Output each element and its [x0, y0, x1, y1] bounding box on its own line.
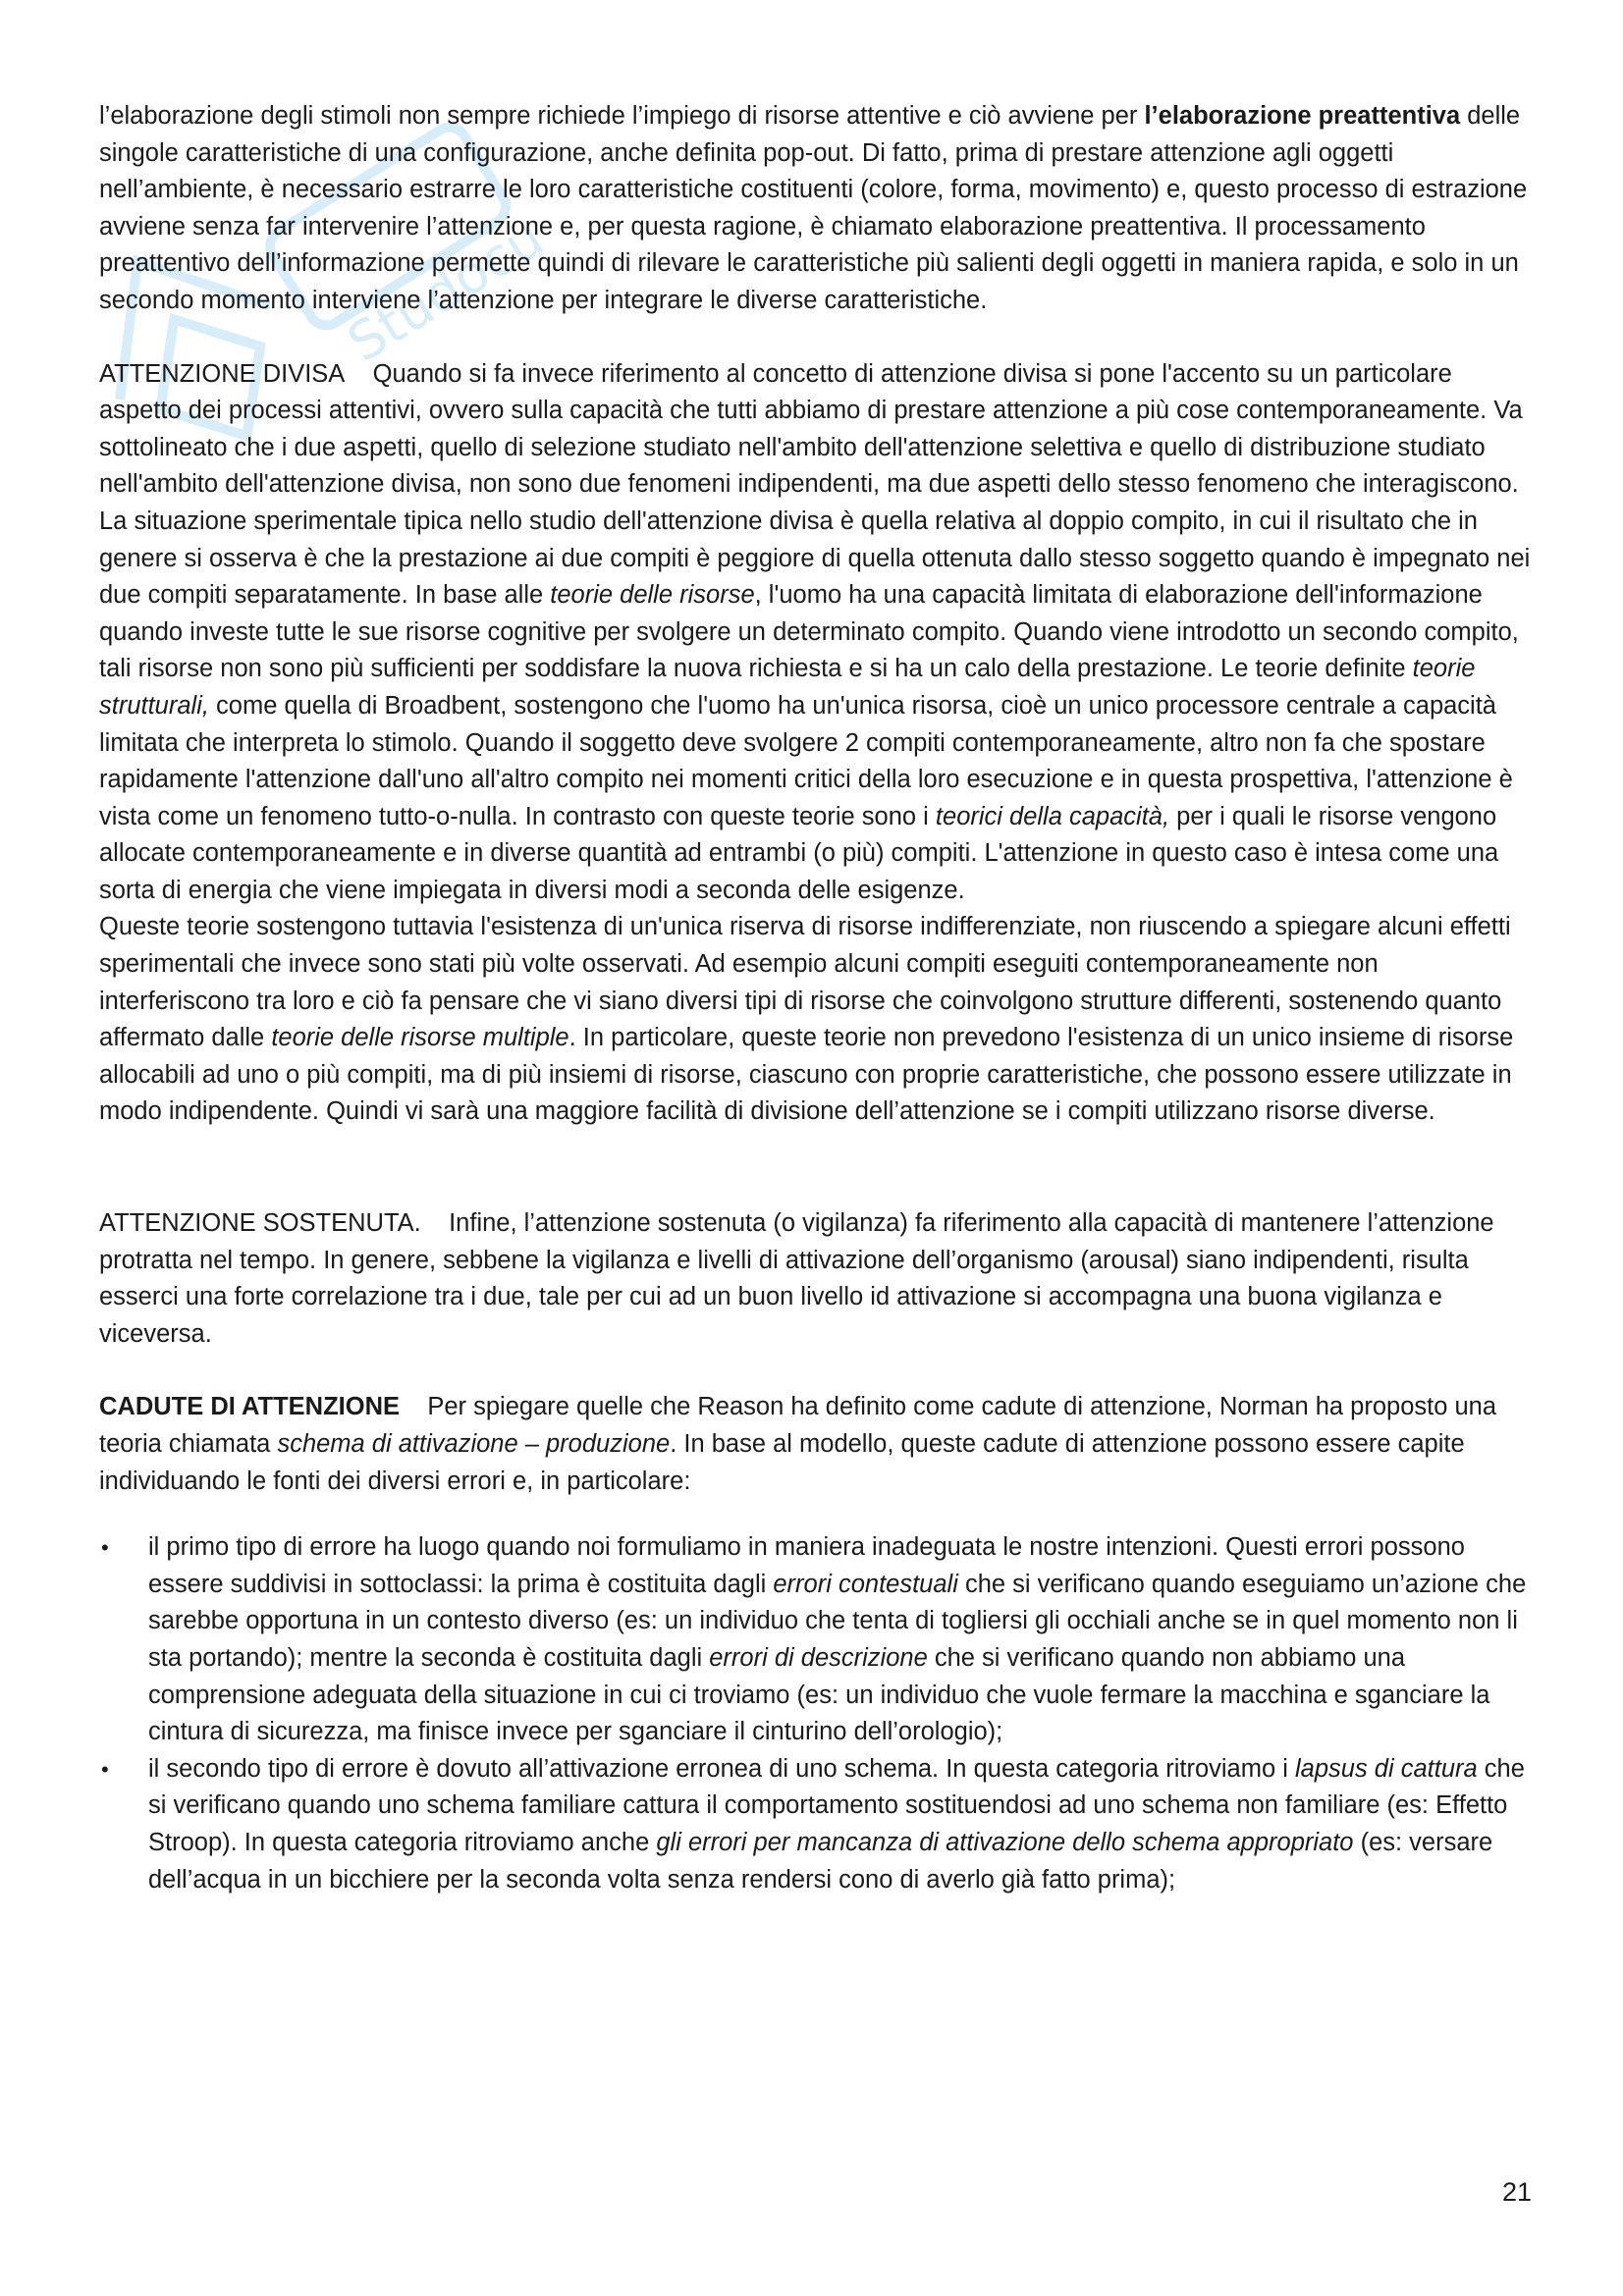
bold-term: l’elaborazione preattentiva	[1144, 102, 1461, 130]
italic-term: schema di attivazione – produzione	[277, 1430, 671, 1458]
italic-term: teorici della capacità,	[935, 802, 1170, 830]
paragraph-divided-attention: ATTENZIONE DIVISA Quando si fa invece riferimento al concetto di attenzione divisa si pone l'accento su un particolare aspetto dei processi attentivi, ovvero sulla capacità che tutti abbiamo di prestare attenzione a più cose contemporaneamente. Va sottolineato che i due aspetti, quello di selezione studiato nell'ambito dell'attenzione selettiva e quello di distribuzione studiato nell'ambito dell'attenzione divisa, non sono due fenomeni indipendenti, ma due aspetti dello stesso fenomeno che interagiscono. La situazione sperimentale tipica nello studio dell'attenzione divisa è quella relativa al doppio compito, in cui il risultato che in genere si osserva è che la prestazione ai due compiti è peggiore di quella ottenuta dallo stesso soggetto quando è impegnato nei due compiti separatamente. In base alle teorie delle risorse, l'uomo ha una capacità limitata di elaborazione dell'informazione quando investe tutte le sue risorse cognitive per svolgere un determinato compito. Quando viene introdotto un secondo compito, tali risorse non sono più sufficienti per soddisfare la nuova richiesta e si ha un calo della prestazione. Le teorie definite teorie strutturali, come quella di Broadbent, sostengono che l'uomo ha un'unica risorsa, cioè un unico processore centrale a capacità limitata che interpreta lo stimolo. Quando il soggetto deve svolgere 2 compiti contemporaneamente, altro non fa che spostare rapidamente l'attenzione dall'uno all'altro compito nei momenti critici della loro esecuzione e in questa prospettiva, l'attenzione è vista come un fenomeno tutto-o-nulla. In contrasto con queste teorie sono i teorici della capacità, per i quali le risorse vengono allocate contemporaneamente e in diverse quantità ad entrambi (o più) compiti. L'attenzione in questo caso è intesa come una sorta di energia che viene impiegata in diversi modi a seconda delle esigenze.	[99, 359, 1531, 904]
italic-term: lapsus di cattura	[1294, 1754, 1478, 1783]
list-item: • il primo tipo di errore ha luogo quando noi formuliamo in maniera inadeguata le nostre intenzioni. Questi errori possono essere suddivisi in sottoclassi: la prima è costituita dagli errori contestuali che si verificano quando eseguiamo un’azione che sarebbe opportuna in un contesto diverso (es: un individuo che tenta di togliersi gli occhiali anche se in quel momento non li sta portando); mentre la seconda è costituita dagli errori di descrizione che si verificano quando non abbiamo una comprensione adeguata della situazione in cui ci troviamo (es: un individuo che vuole fermare la macchina e sganciare la cintura di sicurezza, ma finisce invece per sganciare il cinturino dell’orologio);	[99, 1529, 1533, 1751]
section-heading: ATTENZIONE DIVISA	[99, 359, 346, 388]
watermark-text: Studocu	[337, 206, 555, 375]
paragraph-attention-lapses: CADUTE DI ATTENZIONE Per spiegare quelle che Reason ha definito come cadute di attenzione, Norman ha proposto una teoria chiamata schema di attivazione – produzione. In base al modello, queste cadute di attenzione possono essere capite individuando le fonti dei diversi errori e, in particolare:	[99, 1393, 1497, 1495]
italic-term: teorie delle risorse	[550, 581, 755, 610]
italic-term: teorie delle risorse multiple	[271, 1024, 569, 1052]
italic-term: errori di descrizione	[709, 1643, 928, 1672]
document-page	[99, 98, 1533, 1898]
section-heading: ATTENZIONE SOSTENUTA.	[99, 1209, 421, 1238]
bullet-icon: •	[101, 1756, 109, 1782]
section-heading: CADUTE DI ATTENZIONE	[99, 1393, 400, 1421]
italic-term: errori contestuali	[773, 1570, 958, 1598]
paragraph-preattentive: l’elaborazione degli stimoli non sempre richiede l’impiego di risorse attentive e ciò avviene per l’elaborazione preattentiva delle singole caratteristiche di una configurazione, anche definita pop-out. Di fatto, prima di prestare attenzione agli oggetti nell’ambiente, è necessario estrarre le loro caratteristiche costituenti (colore, forma, movimento) e, questo processo di estrazione avviene senza far intervenire l’attenzione e, per questa ragione, è chiamato elaborazione preattentiva. Il processamento preattentivo dell’informazione permette quindi di rilevare le caratteristiche più salienti degli oggetti in maniera rapida, e solo in un secondo momento interviene l’attenzione per integrare le diverse caratteristiche.	[99, 102, 1528, 314]
bullet-icon: •	[101, 1535, 109, 1561]
list-item: • il secondo tipo di errore è dovuto all’attivazione erronea di uno schema. In questa categoria ritroviamo i lapsus di cattura che si verificano quando uno schema familiare cattura il comportamento sostituendosi ad uno schema non familiare (es: Effetto Stroop). In questa categoria ritroviamo anche gli errori per mancanza di attivazione dello schema appropriato (es: versare dell’acqua in un bicchiere per la seconda volta senza rendersi cono di averlo già fatto prima);	[99, 1751, 1533, 1898]
italic-term: teorie strutturali,	[99, 655, 1476, 720]
italic-term: gli errori per mancanza di attivazione dello schema appropriato	[656, 1828, 1354, 1856]
page-number: 21	[1502, 2177, 1533, 2207]
paragraph-multiple-resources: Queste teorie sostengono tuttavia l'esistenza di un'unica riserva di risorse indifferenziate, non riuscendo a spiegare alcuni effetti sperimentali che invece sono stati più volte osservati. Ad esempio alcuni compiti eseguiti contemporaneamente non interferiscono tra loro e ciò fa pensare che vi siano diversi tipi di risorse che coinvolgono strutture differenti, sostenendo quanto affermato dalle teorie delle risorse multiple. In particolare, queste teorie non prevedono l'esistenza di un unico insieme di risorse allocabili ad uno o più compiti, ma di più insiemi di risorse, ciascuno con proprie caratteristiche, che possono essere utilizzate in modo indipendente. Quindi vi sarà una maggiore facilità di divisione dell’attenzione se i compiti utilizzano risorse diverse.	[99, 913, 1514, 1126]
paragraph-sustained-attention: ATTENZIONE SOSTENUTA. Infine, l’attenzione sostenuta (o vigilanza) fa riferimento alla capacità di mantenere l’attenzione protratta nel tempo. In genere, sebbene la vigilanza e livelli di attivazione dell’organismo (arousal) siano indipendenti, risulta esserci una forte correlazione tra i due, tale per cui ad un buon livello id attivazione si accompagna una buona vigilanza e viceversa.	[99, 1209, 1494, 1348]
error-types-list	[99, 1529, 1533, 1898]
